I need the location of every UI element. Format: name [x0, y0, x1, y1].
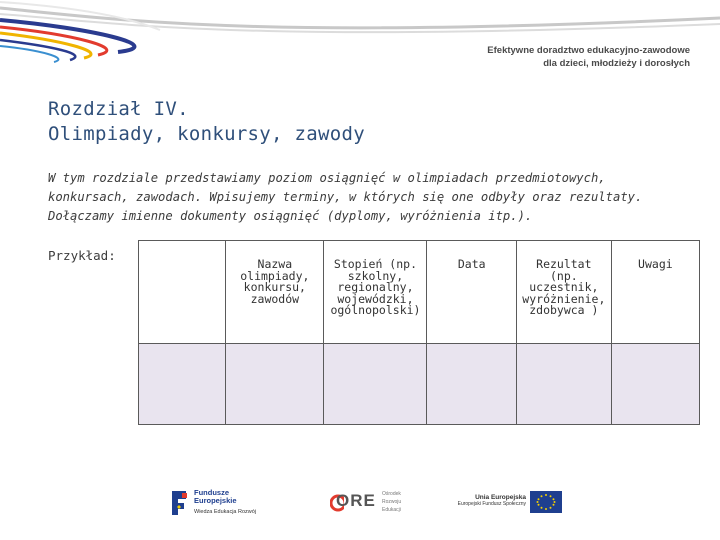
ore-wordmark: ORE	[336, 491, 376, 510]
example-label: Przykład:	[48, 248, 116, 263]
column-header-level	[324, 241, 427, 344]
column-header-level-text: Stopień (np. szkolny, regionalny, wojewódzki, ogólnopolski)	[330, 257, 421, 317]
ore-logo	[330, 485, 402, 519]
ue-line-2: Europejski Fundusz Społeczny	[457, 501, 526, 507]
title-line-1: Rozdział IV.	[48, 98, 189, 120]
fe-line-2: Europejskie	[194, 496, 237, 505]
table-cell	[516, 344, 611, 425]
tagline-line-2: dla dzieci, młodzieży i dorosłych	[543, 58, 690, 69]
header-tagline	[390, 44, 690, 70]
column-header-name	[226, 241, 324, 344]
table-cell	[427, 344, 517, 425]
column-header-date-text: Data	[457, 257, 486, 271]
column-header-notes	[611, 241, 699, 344]
achievements-table	[138, 240, 700, 425]
fundusze-europejskie-logo	[168, 485, 262, 519]
column-header-result-text: Rezultat (np. uczestnik, wyróżnienie, zdobywca )	[522, 257, 606, 317]
column-header-result	[516, 241, 611, 344]
fe-line-3: Wiedza Edukacja Rozwój	[194, 509, 257, 515]
table-cell	[226, 344, 324, 425]
column-header-notes-text: Uwagi	[638, 257, 673, 271]
table-blank-header-cell	[139, 241, 226, 344]
intro-paragraph: W tym rozdziale przedstawiamy poziom osiągnięć w olimpiadach przedmiotowych, konkursach, zawodach. Wpisujemy terminy, w których się one odbyły oraz rezultaty. Dołączamy imienne dokumenty osiągnięć (dyplomy, wyróżnienia itp.).	[48, 171, 643, 223]
table-header-row	[139, 241, 700, 344]
table-cell	[611, 344, 699, 425]
ore-line-2: Rozwoju	[382, 499, 402, 505]
ore-line-1: Ośrodek	[382, 491, 401, 497]
eu-flag-icon	[530, 491, 562, 513]
ue-line-1: Unia Europejska	[475, 494, 526, 501]
page-title	[48, 97, 365, 147]
title-line-2: Olimpiady, konkursy, zawody	[48, 123, 365, 145]
column-header-name-text: Nazwa olimpiady, konkursu, zawodów	[240, 257, 310, 306]
tagline-line-1: Efektywne doradztwo edukacyjno-zawodowe	[487, 45, 690, 56]
ore-line-3: Edukacji	[382, 507, 401, 513]
column-header-date	[427, 241, 517, 344]
fe-line-1: Fundusze	[194, 488, 229, 497]
fe-star-icon	[168, 487, 190, 517]
table-row	[139, 344, 700, 425]
table-cell	[139, 344, 226, 425]
table-cell	[324, 344, 427, 425]
unia-europejska-logo	[448, 485, 564, 519]
